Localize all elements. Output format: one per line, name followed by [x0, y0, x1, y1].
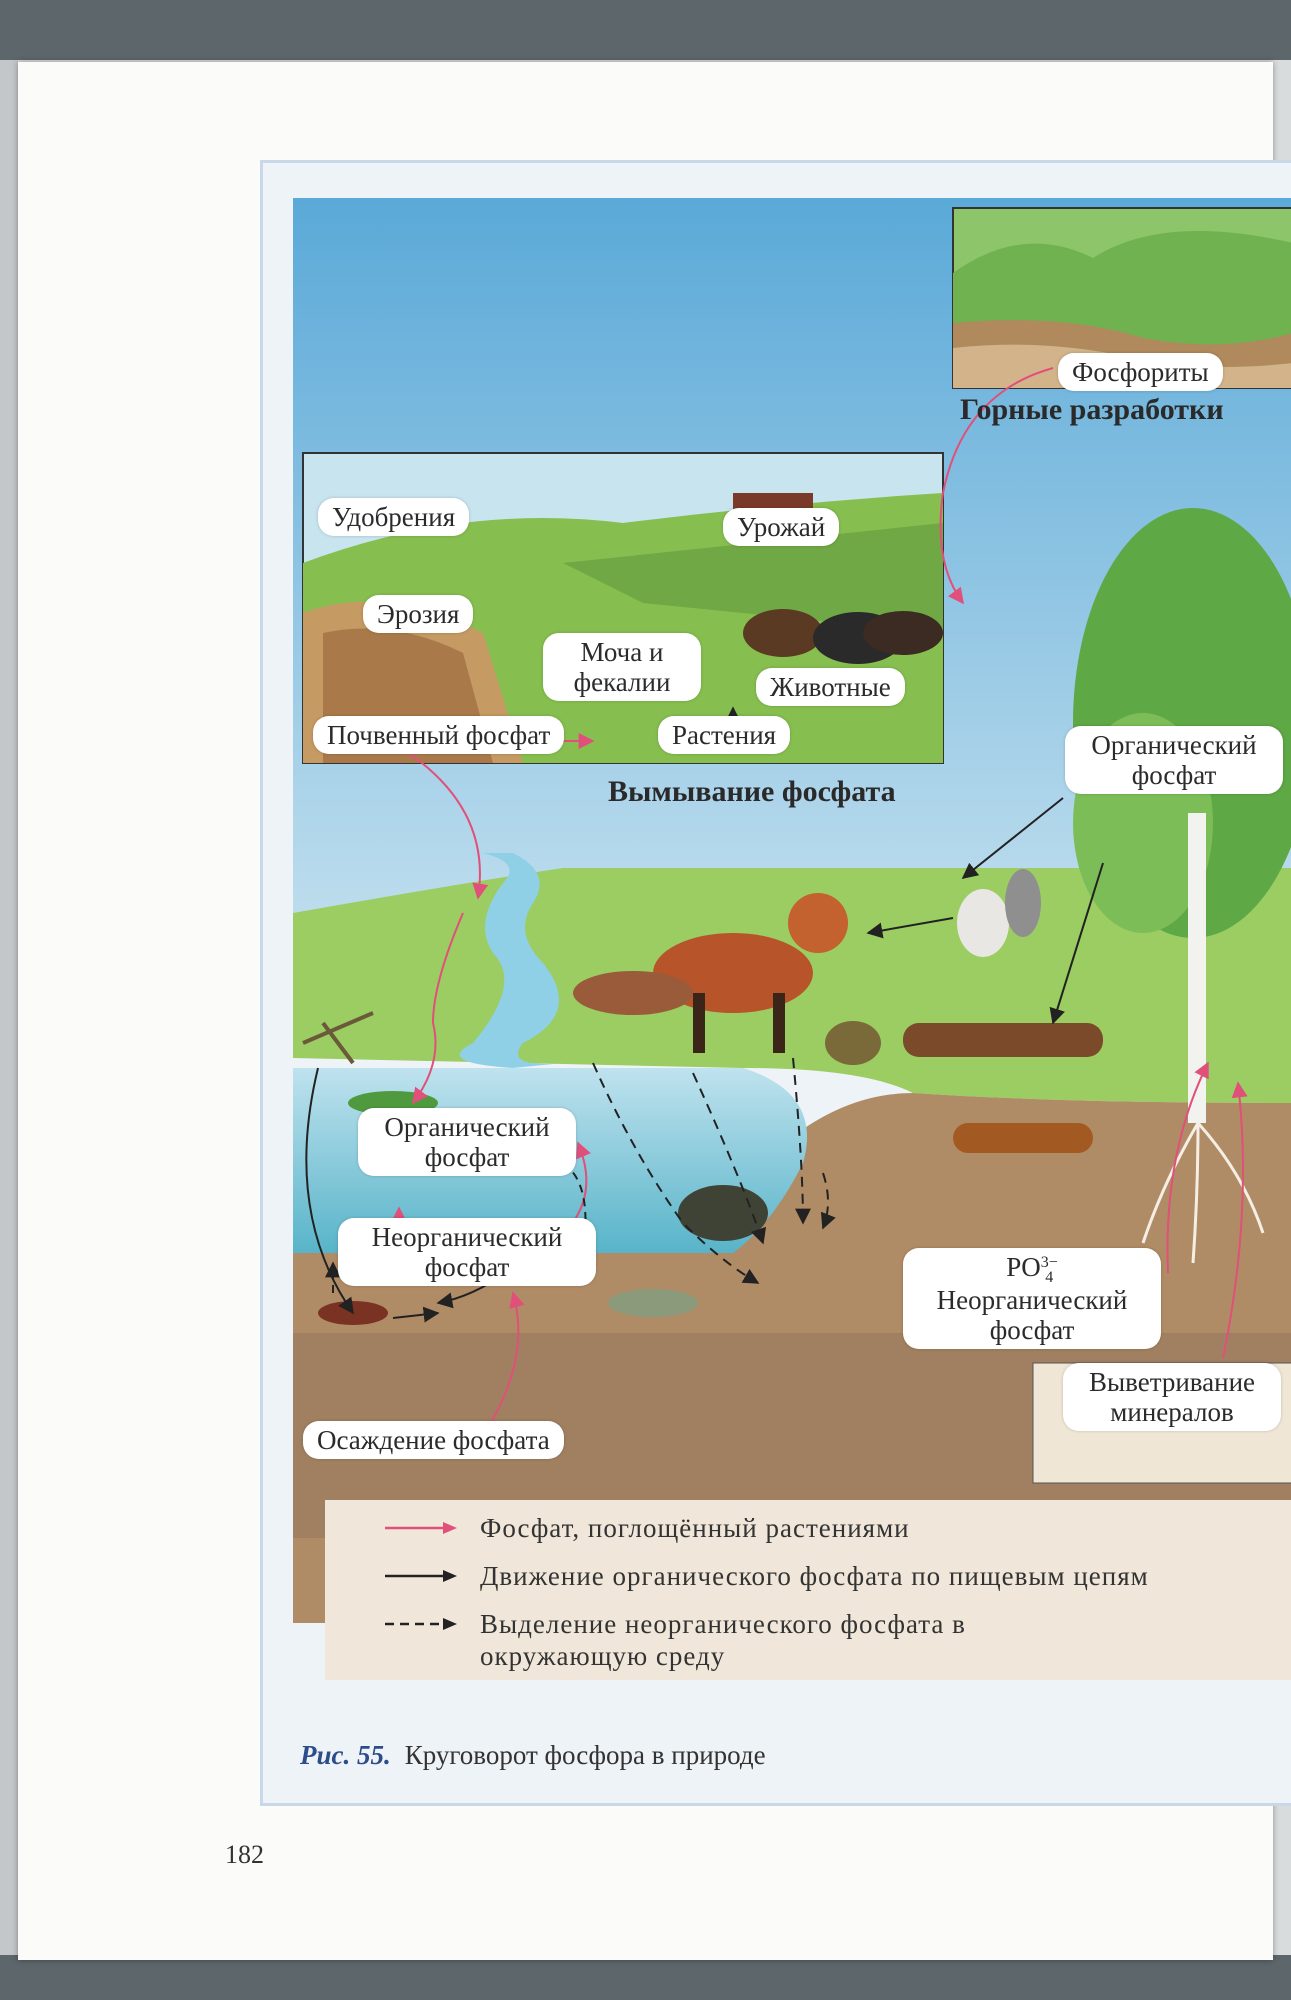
caption-text: Круговорот фосфора в природе	[404, 1740, 766, 1770]
black-arrow-icon	[385, 1560, 460, 1592]
label-animals: Животные	[756, 668, 905, 706]
legend-text-pink: Фосфат, поглощённый растениями	[480, 1513, 910, 1543]
po4-formula: PO	[1006, 1252, 1041, 1282]
po4-index: 4	[1045, 1268, 1054, 1286]
label-organic-phosphate-water: Органический фосфат	[358, 1108, 576, 1176]
label-po4-inorganic-phosphate	[903, 1248, 1161, 1349]
po4-text: Неорганический фосфат	[936, 1284, 1128, 1345]
log	[903, 1023, 1103, 1057]
title-mining: Горные разработки	[960, 393, 1224, 426]
legend	[325, 1500, 1291, 1680]
label-harvest: Урожай	[723, 508, 839, 546]
legend-item-dashed	[325, 1608, 1040, 1672]
legend-text-black: Движение органического фосфата по пищевым цепям	[480, 1561, 1149, 1591]
label-organic-phosphate-land: Органический фосфат	[1065, 726, 1283, 794]
larva	[953, 1123, 1093, 1153]
fish	[608, 1289, 698, 1317]
page-number: 182	[225, 1840, 264, 1869]
label-weathering: Выветривание минералов	[1063, 1363, 1281, 1431]
label-urine-feces: Моча и фекалии	[543, 633, 701, 701]
label-soil-phosphate: Почвенный фосфат	[313, 716, 564, 754]
legend-item-pink	[325, 1512, 910, 1544]
figure-caption	[300, 1740, 766, 1771]
title-leaching: Вымывание фосфата	[608, 775, 896, 808]
pink-arrow-icon	[385, 1512, 460, 1544]
po4-charge: 3−	[1040, 1253, 1058, 1271]
label-plants: Растения	[658, 716, 790, 754]
caption-number: Рис. 55.	[300, 1740, 391, 1770]
dashed-arrow-icon	[385, 1608, 460, 1640]
legend-item-black	[325, 1560, 1149, 1592]
frog	[825, 1021, 881, 1065]
legend-text-dashed: Выделение неорганического фосфата в окружающую среду	[480, 1609, 966, 1671]
label-phosphorites: Фосфориты	[1058, 353, 1223, 391]
label-inorganic-phosphate-water: Неорганический фосфат	[338, 1218, 596, 1286]
label-erosion: Эрозия	[363, 595, 473, 633]
label-phosphate-sedimentation: Осаждение фосфата	[303, 1421, 564, 1459]
label-fertilizers: Удобрения	[318, 498, 469, 536]
